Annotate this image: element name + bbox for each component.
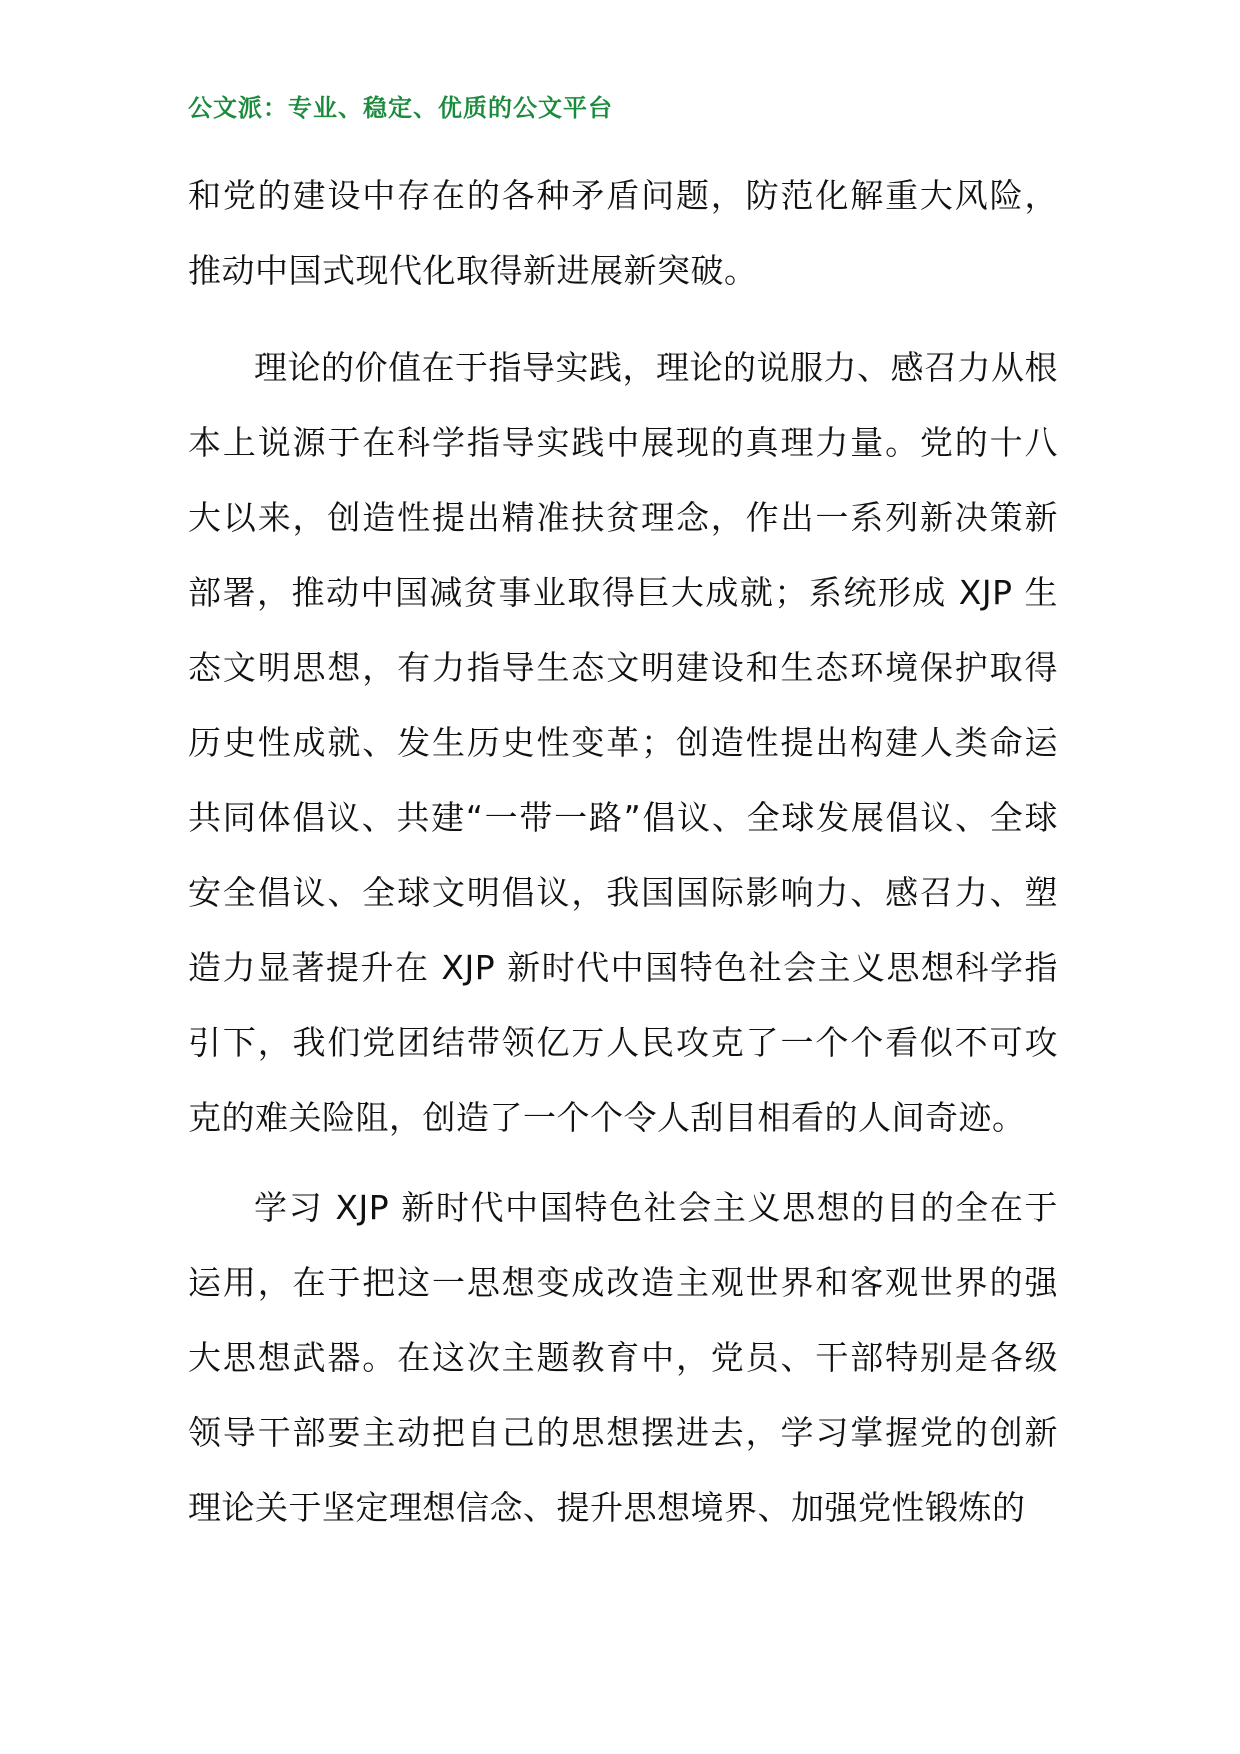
paragraph-1: 和党的建设中存在的各种矛盾问题，防范化解重大风险，推动中国式现代化取得新进展新突破。 [188,176,1058,290]
paragraph-3: 学习 XJP 新时代中国特色社会主义思想的目的全在于运用，在于把这一思想变成改造主观世界和客观世界的强大思想武器。在这次主题教育中，党员、干部特别是各级领导干部要主动把自己的思想摆进去，学习掌握党的创新理论关于坚定理想信念、提升思想境界、加强党性锻炼的 [188,1188,1058,1527]
paragraph-2: 理论的价值在于指导实践，理论的说服力、感召力从根本上说源于在科学指导实践中展现的真理力量。党的十八大以来，创造性提出精准扶贫理念，作出一系列新决策新部署，推动中国减贫事业取得巨大成就；系统形成 XJP 生态文明思想，有力指导生态文明建设和生态环境保护取得历史性成就、发生历史性变革；创造性提出构建人类命运共同体倡议、共建“一带一路”倡议、全球发展倡议、全球安全倡议、全球文明倡议，我国国际影响力、感召力、塑造力显著提升在 XJP 新时代中国特色社会主义思想科学指引下，我们党团结带领亿万人民攻克了一个个看似不可攻克的难关险阻，创造了一个个令人刮目相看的人间奇迹。 [188,348,1058,1137]
header-brand-text: 公文派：专业、稳定、优质的公文平台 [188,94,613,122]
